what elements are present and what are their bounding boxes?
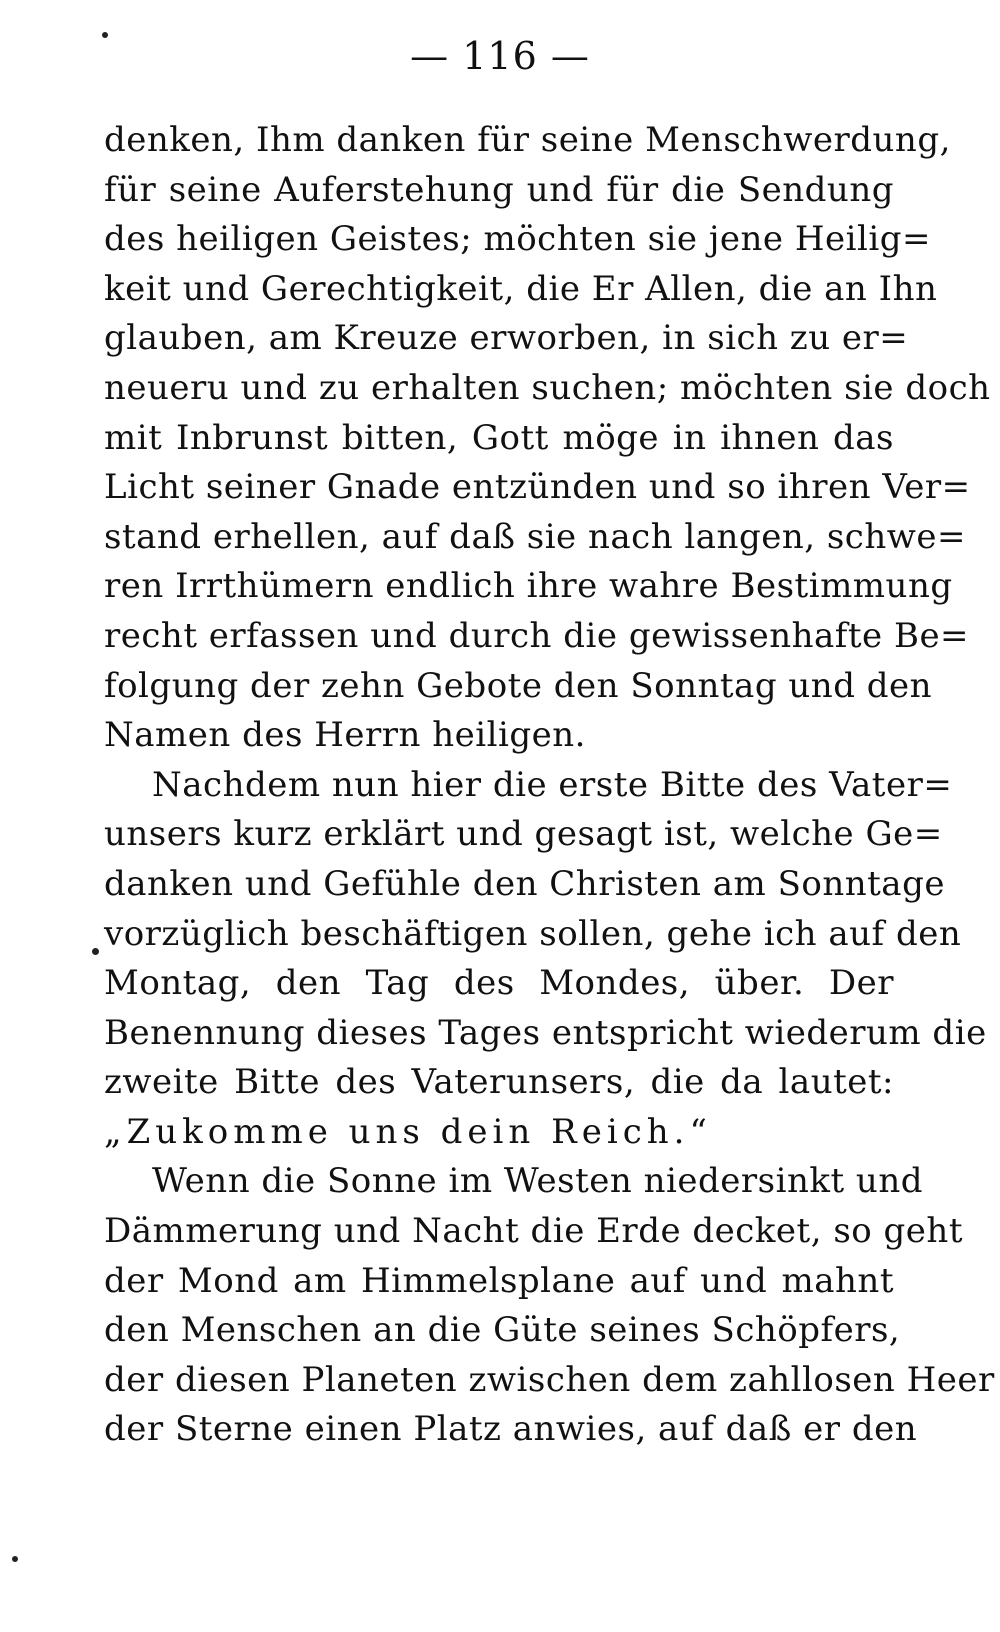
text-line: des heiligen Geistes; möchten sie jene Heilig= <box>104 219 931 260</box>
text-line: danken und Gefühle den Christen am Sonntage <box>104 863 945 904</box>
print-speck <box>102 32 108 38</box>
paragraph-start-line: Wenn die Sonne im Westen niedersinkt und <box>152 1161 923 1202</box>
paragraph-start-line: Nachdem nun hier die erste Bitte des Vater= <box>152 764 953 805</box>
quote-line: „Zukomme uns dein Reich.“ <box>104 1111 712 1152</box>
page-number: — 116 — <box>410 34 590 78</box>
text-line: vorzüglich beschäftigen sollen, gehe ich auf den <box>104 913 962 954</box>
body-text <box>104 116 995 1455</box>
text-line: stand erhellen, auf daß sie nach langen, schwe= <box>104 516 966 557</box>
text-line: denken, Ihm danken für seine Menschwerdung, <box>104 120 951 160</box>
paragraph-end-line: Namen des Herrn heiligen. <box>104 715 586 756</box>
text-line: keit und Gerechtigkeit, die Er Allen, die an Ihn <box>104 268 938 309</box>
text-line: zweite Bitte des Vaterunsers, die da lautet: <box>104 1062 894 1103</box>
text-line: der diesen Planeten zwischen dem zahllosen Heer <box>104 1359 995 1400</box>
text-line: neueru und zu erhalten suchen; möchten sie doch <box>104 367 991 408</box>
print-speck <box>12 1556 18 1562</box>
text-line: der Sterne einen Platz anwies, auf daß er den <box>104 1409 918 1450</box>
text-line: den Menschen an die Güte seines Schöpfers, <box>104 1310 901 1351</box>
text-line: für seine Auferstehung und für die Sendung <box>104 169 894 210</box>
text-line: mit Inbrunst bitten, Gott möge in ihnen das <box>104 417 894 458</box>
text-line: Montag, den Tag des Mondes, über. Der <box>104 963 894 1004</box>
text-line: glauben, am Kreuze erworben, in sich zu er= <box>104 318 909 359</box>
print-speck <box>92 948 99 955</box>
text-line: Licht seiner Gnade entzünden und so ihren Ver= <box>104 467 971 508</box>
text-line: unsers kurz erklärt und gesagt ist, welche Ge= <box>104 814 943 855</box>
text-line: folgung der zehn Gebote den Sonntag und den <box>104 665 933 706</box>
text-line: Dämmerung und Nacht die Erde decket, so geht <box>104 1211 963 1252</box>
text-line: der Mond am Himmelsplane auf und mahnt <box>104 1260 894 1301</box>
text-line: Benennung dieses Tages entspricht wiederum die <box>104 1012 987 1053</box>
text-line: recht erfassen und durch die gewissenhafte Be= <box>104 615 970 656</box>
text-line: ren Irrthümern endlich ihre wahre Bestimmung <box>104 566 953 607</box>
